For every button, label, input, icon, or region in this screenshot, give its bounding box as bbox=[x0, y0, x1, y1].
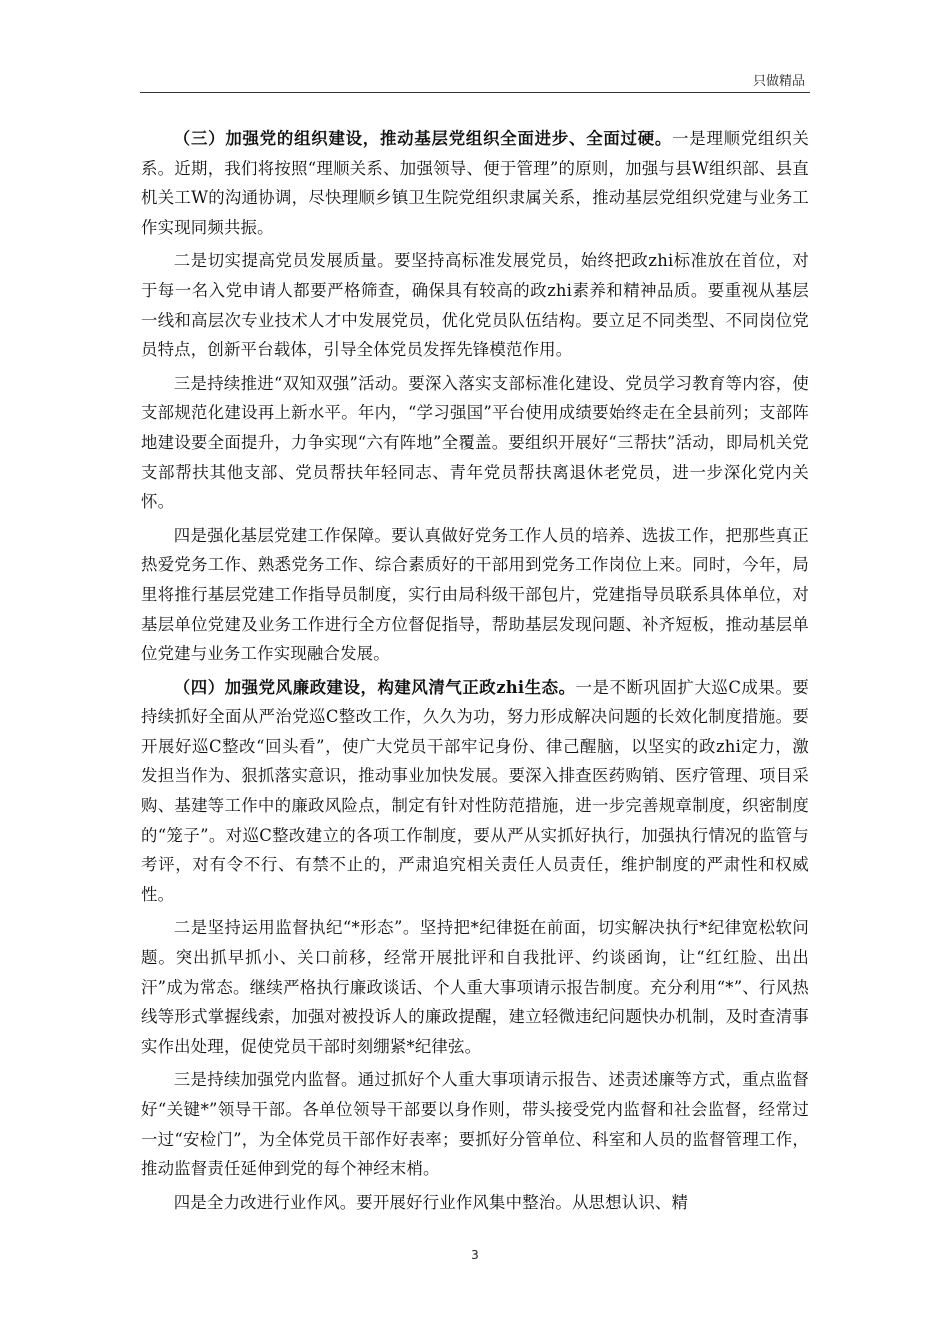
paragraph-text: 二是切实提高党员发展质量。要坚持高标准发展党员，始终把政zhi标准放在首位，对于每一名入党申请人都要严格筛查，确保具有较高的政zhi素养和精神品质。要重视从基层一线和高层次专业技术人才中发展党员，优化党员队伍结构。要立足不同类型、不同岗位党员特点，创新平台载体，引导全体党员发挥先锋模范作用。 bbox=[141, 251, 809, 360]
paragraph bbox=[141, 1065, 809, 1183]
paragraph-text: 一是不断巩固扩大巡C成果。要持续抓好全面从严治党巡C整改工作，久久为功，努力形成解决问题的长效化制度措施。要开展好巡C整改“回头看”，使广大党员干部牢记身份、律己醒脑，以坚实的政zhi定力，激发担当作为、狠抓落实意识，推动事业加快发展。要深入排查医药购销、医疗管理、项目采购、基建等工作中的廉政风险点，制定有针对性防范措施，进一步完善规章制度，织密制度的“笼子”。对巡C整改建立的各项工作制度，要从严从实抓好执行，加强执行情况的监管与考评，对有令不行、有禁不止的，严肃追究相关责任人员责任，维护制度的严肃性和权威性。 bbox=[141, 677, 810, 904]
header-note: 只做精品 bbox=[752, 74, 805, 89]
paragraph bbox=[141, 369, 809, 517]
section-heading: （四）加强党风廉政建设，构建风清气正政zhi生态。 bbox=[173, 677, 576, 697]
paragraph-text: 三是持续推进“双知双强”活动。要深入落实支部标准化建设、党员学习教育等内容，使支部规范化建设再上新水平。年内，“学习强国”平台使用成绩要始终走在全县前列；支部阵地建设要全面提升，力争实现“六有阵地”全覆盖。要组织开展好“三帮扶”活动，即局机关党支部帮扶其他支部、党员帮扶年轻同志、青年党员帮扶离退休老党员，进一步深化党内关怀。 bbox=[141, 373, 809, 512]
document-body bbox=[141, 124, 809, 1221]
paragraph bbox=[141, 673, 809, 910]
paragraph bbox=[141, 1188, 809, 1218]
paragraph bbox=[141, 124, 809, 242]
paragraph-text: 一是理顺党组织关系。近期，我们将按照“理顺关系、加强领导、便于管理”的原则，加强与县W组织部、县直机关工W的沟通协调，尽快理顺乡镇卫生院党组织隶属关系，推动基层党组织党建与业务工作实现同频共振。 bbox=[141, 129, 809, 237]
paragraph bbox=[141, 246, 809, 364]
header-divider bbox=[140, 92, 810, 93]
paragraph-text: 四是强化基层党建工作保障。要认真做好党务工作人员的培养、选拔工作，把那些真正热爱党务工作、熟悉党务工作、综合素质好的干部用到党务工作岗位上来。同时，今年，局里将推行基层党建工作指导员制度，实行由局科级干部包片，党建指导员联系具体单位，对基层单位党建及业务工作进行全方位督促指导，帮助基层发现问题、补齐短板，推动基层单位党建与业务工作实现融合发展。 bbox=[141, 525, 809, 664]
paragraph-text: 三是持续加强党内监督。通过抓好个人重大事项请示报告、述责述廉等方式，重点监督好“关键*”领导干部。各单位领导干部要以身作则，带头接受党内监督和社会监督，经常过一过“安检门”，为全体党员干部作好表率；要抓好分管单位、科室和人员的监督管理工作，推动监督责任延伸到党的每个神经末梢。 bbox=[141, 1070, 809, 1179]
paragraph bbox=[141, 521, 809, 669]
section-heading: （三）加强党的组织建设，推动基层党组织全面进步、全面过硬。 bbox=[173, 129, 673, 148]
page-number: 3 bbox=[471, 1248, 479, 1262]
paragraph bbox=[141, 913, 809, 1061]
paragraph-text: 二是坚持运用监督执纪“*形态”。坚持把*纪律挺在前面，切实解决执行*纪律宽松软问题。突出抓早抓小、关口前移，经常开展批评和自我批评、约谈函询，让“红红脸、出出汗”成为常态。继续严格执行廉政谈话、个人重大事项请示报告制度。充分利用“*”、行风热线等形式掌握线索，加强对被投诉人的廉政提醒，建立轻微违纪问题快办机制，及时查清事实作出处理，促使党员干部时刻绷紧*纪律弦。 bbox=[141, 918, 809, 1056]
paragraph-text: 四是全力改进行业作风。要开展好行业作风集中整治。从思想认识、精 bbox=[173, 1192, 689, 1212]
